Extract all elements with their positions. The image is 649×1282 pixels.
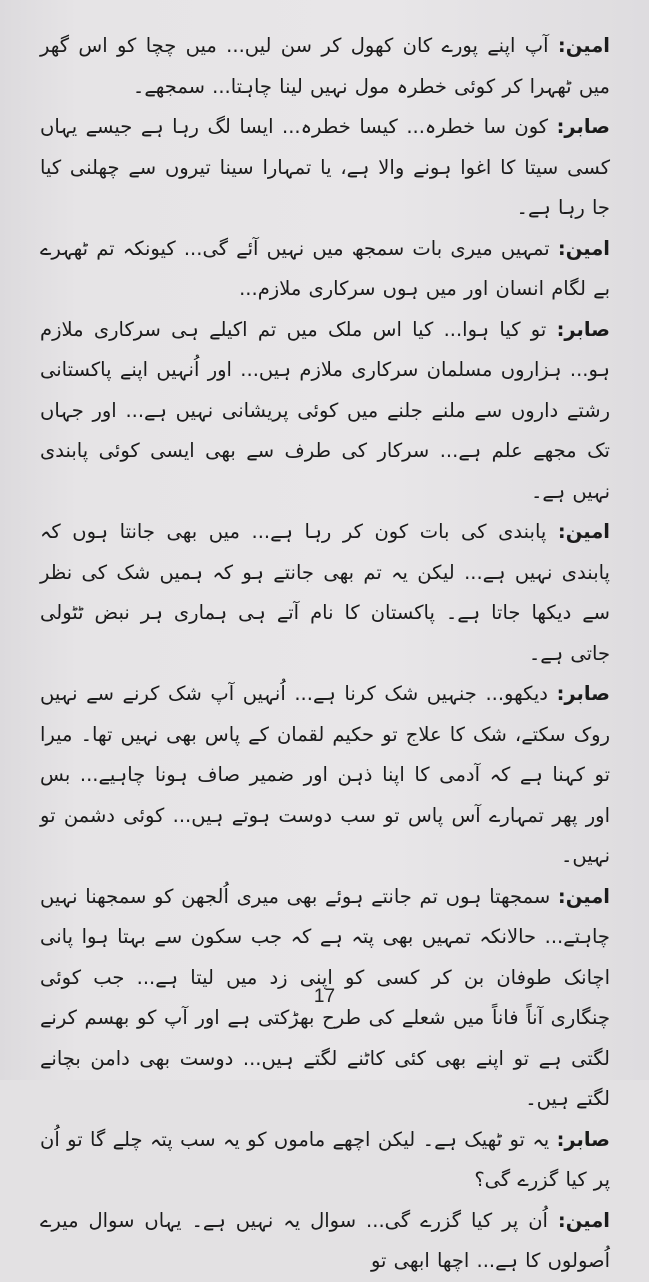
dialogue-text: تمہیں میری بات سمجھ میں نہیں آئے گی... کیونکہ تم ٹھہرے بے لگام انسان اور میں ہوں سرکاری ملازم...	[40, 236, 610, 300]
dialogue-paragraph	[40, 1201, 610, 1282]
page-body-text	[40, 26, 610, 1282]
dialogue-paragraph	[40, 229, 610, 310]
dialogue-text: اُن پر کیا گزرے گی... سوال یہ نہیں ہے۔ یہاں سوال میرے اُصولوں کا ہے... اچھا ابھی تو	[40, 1208, 610, 1272]
dialogue-paragraph	[40, 107, 610, 229]
speaker-label: امین:	[557, 236, 610, 260]
speaker-label: امین:	[557, 34, 610, 57]
speaker-label: صابر:	[556, 1127, 610, 1151]
speaker-label: امین:	[557, 520, 610, 543]
speaker-label: صابر:	[556, 682, 610, 705]
speaker-label: امین:	[557, 884, 610, 908]
dialogue-paragraph	[40, 26, 610, 107]
dialogue-text: پابندی کی بات کون کر رہا ہے... میں بھی جانتا ہوں کہ پابندی نہیں ہے... لیکن یہ تم بھی جانتے ہو کہ ہمیں شک کی نظر سے دیکھا جاتا ہے۔ پاکستان کا نام آتے ہی ہماری ہر نبض ٹٹولی جاتی ہے۔	[40, 520, 610, 665]
speaker-label: امین:	[557, 1208, 610, 1232]
dialogue-text: سمجھتا ہوں تم جانتے ہوئے بھی میری اُلجھن کو سمجھنا نہیں چاہتے... حالانکہ تمہیں بھی پتہ ہے کہ جب سکون سے بہتا ہوا پانی اچانک طوفان بن کر کسی کو اپنی زد میں لیتا ہے... جب کوئی چنگاری آناً فاناً میں شعلے کی طرح بھڑکتی ہے اور آپ کو بھسم کرنے لگتی ہے تو اپنے بھی کئی کاٹنے لگتے ہیں... دوست بھی دامن بچانے لگتے ہیں۔	[40, 884, 610, 1110]
dialogue-text: دیکھو... جنہیں شک کرنا ہے... اُنہیں آپ شک کرنے سے نہیں روک سکتے، شک کا علاج تو حکیم لقمان کے پاس بھی نہیں تھا۔ میرا تو کہنا ہے کہ آدمی کا اپنا ذہن اور ضمیر صاف ہونا چاہیے... بس اور پھر تمہارے آس پاس تو سب دوست ہوتے ہیں... کوئی دشمن تو نہیں۔	[40, 682, 610, 867]
speaker-label: صابر:	[556, 115, 610, 138]
dialogue-text: یہ تو ٹھیک ہے۔ لیکن اچھے ماموں کو یہ سب پتہ چلے گا تو اُن پر کیا گزرے گی؟	[40, 1127, 610, 1191]
dialogue-paragraph	[40, 1120, 610, 1201]
dialogue-text: آپ اپنے پورے کان کھول کر سن لیں... میں چچا کو اس گھر میں ٹھہرا کر کوئی خطرہ مول نہیں لینا چاہتا... سمجھے۔	[40, 34, 610, 98]
dialogue-paragraph	[40, 674, 610, 877]
dialogue-text: کون سا خطرہ... کیسا خطرہ... ایسا لگ رہا ہے جیسے یہاں کسی سیتا کا اغوا ہونے والا ہے، یا تمہارا سینا تیروں سے چھلنی کیا جا رہا ہے۔	[40, 115, 610, 219]
dialogue-paragraph	[40, 310, 610, 513]
page-number: 17	[313, 986, 336, 1007]
dialogue-paragraph	[40, 512, 610, 674]
speaker-label: صابر:	[556, 317, 610, 341]
dialogue-text: تو کیا ہوا... کیا اس ملک میں تم اکیلے ہی سرکاری ملازم ہو... ہزاروں مسلمان سرکاری ملازم ہیں... اور اُنہیں اپنے پاکستانی رشتے داروں سے ملنے جلنے میں کوئی پریشانی نہیں ہے... اور جہاں تک مجھے علم ہے... سرکار کی طرف سے بھی ایسی کوئی پابندی نہیں ہے۔	[40, 317, 610, 503]
